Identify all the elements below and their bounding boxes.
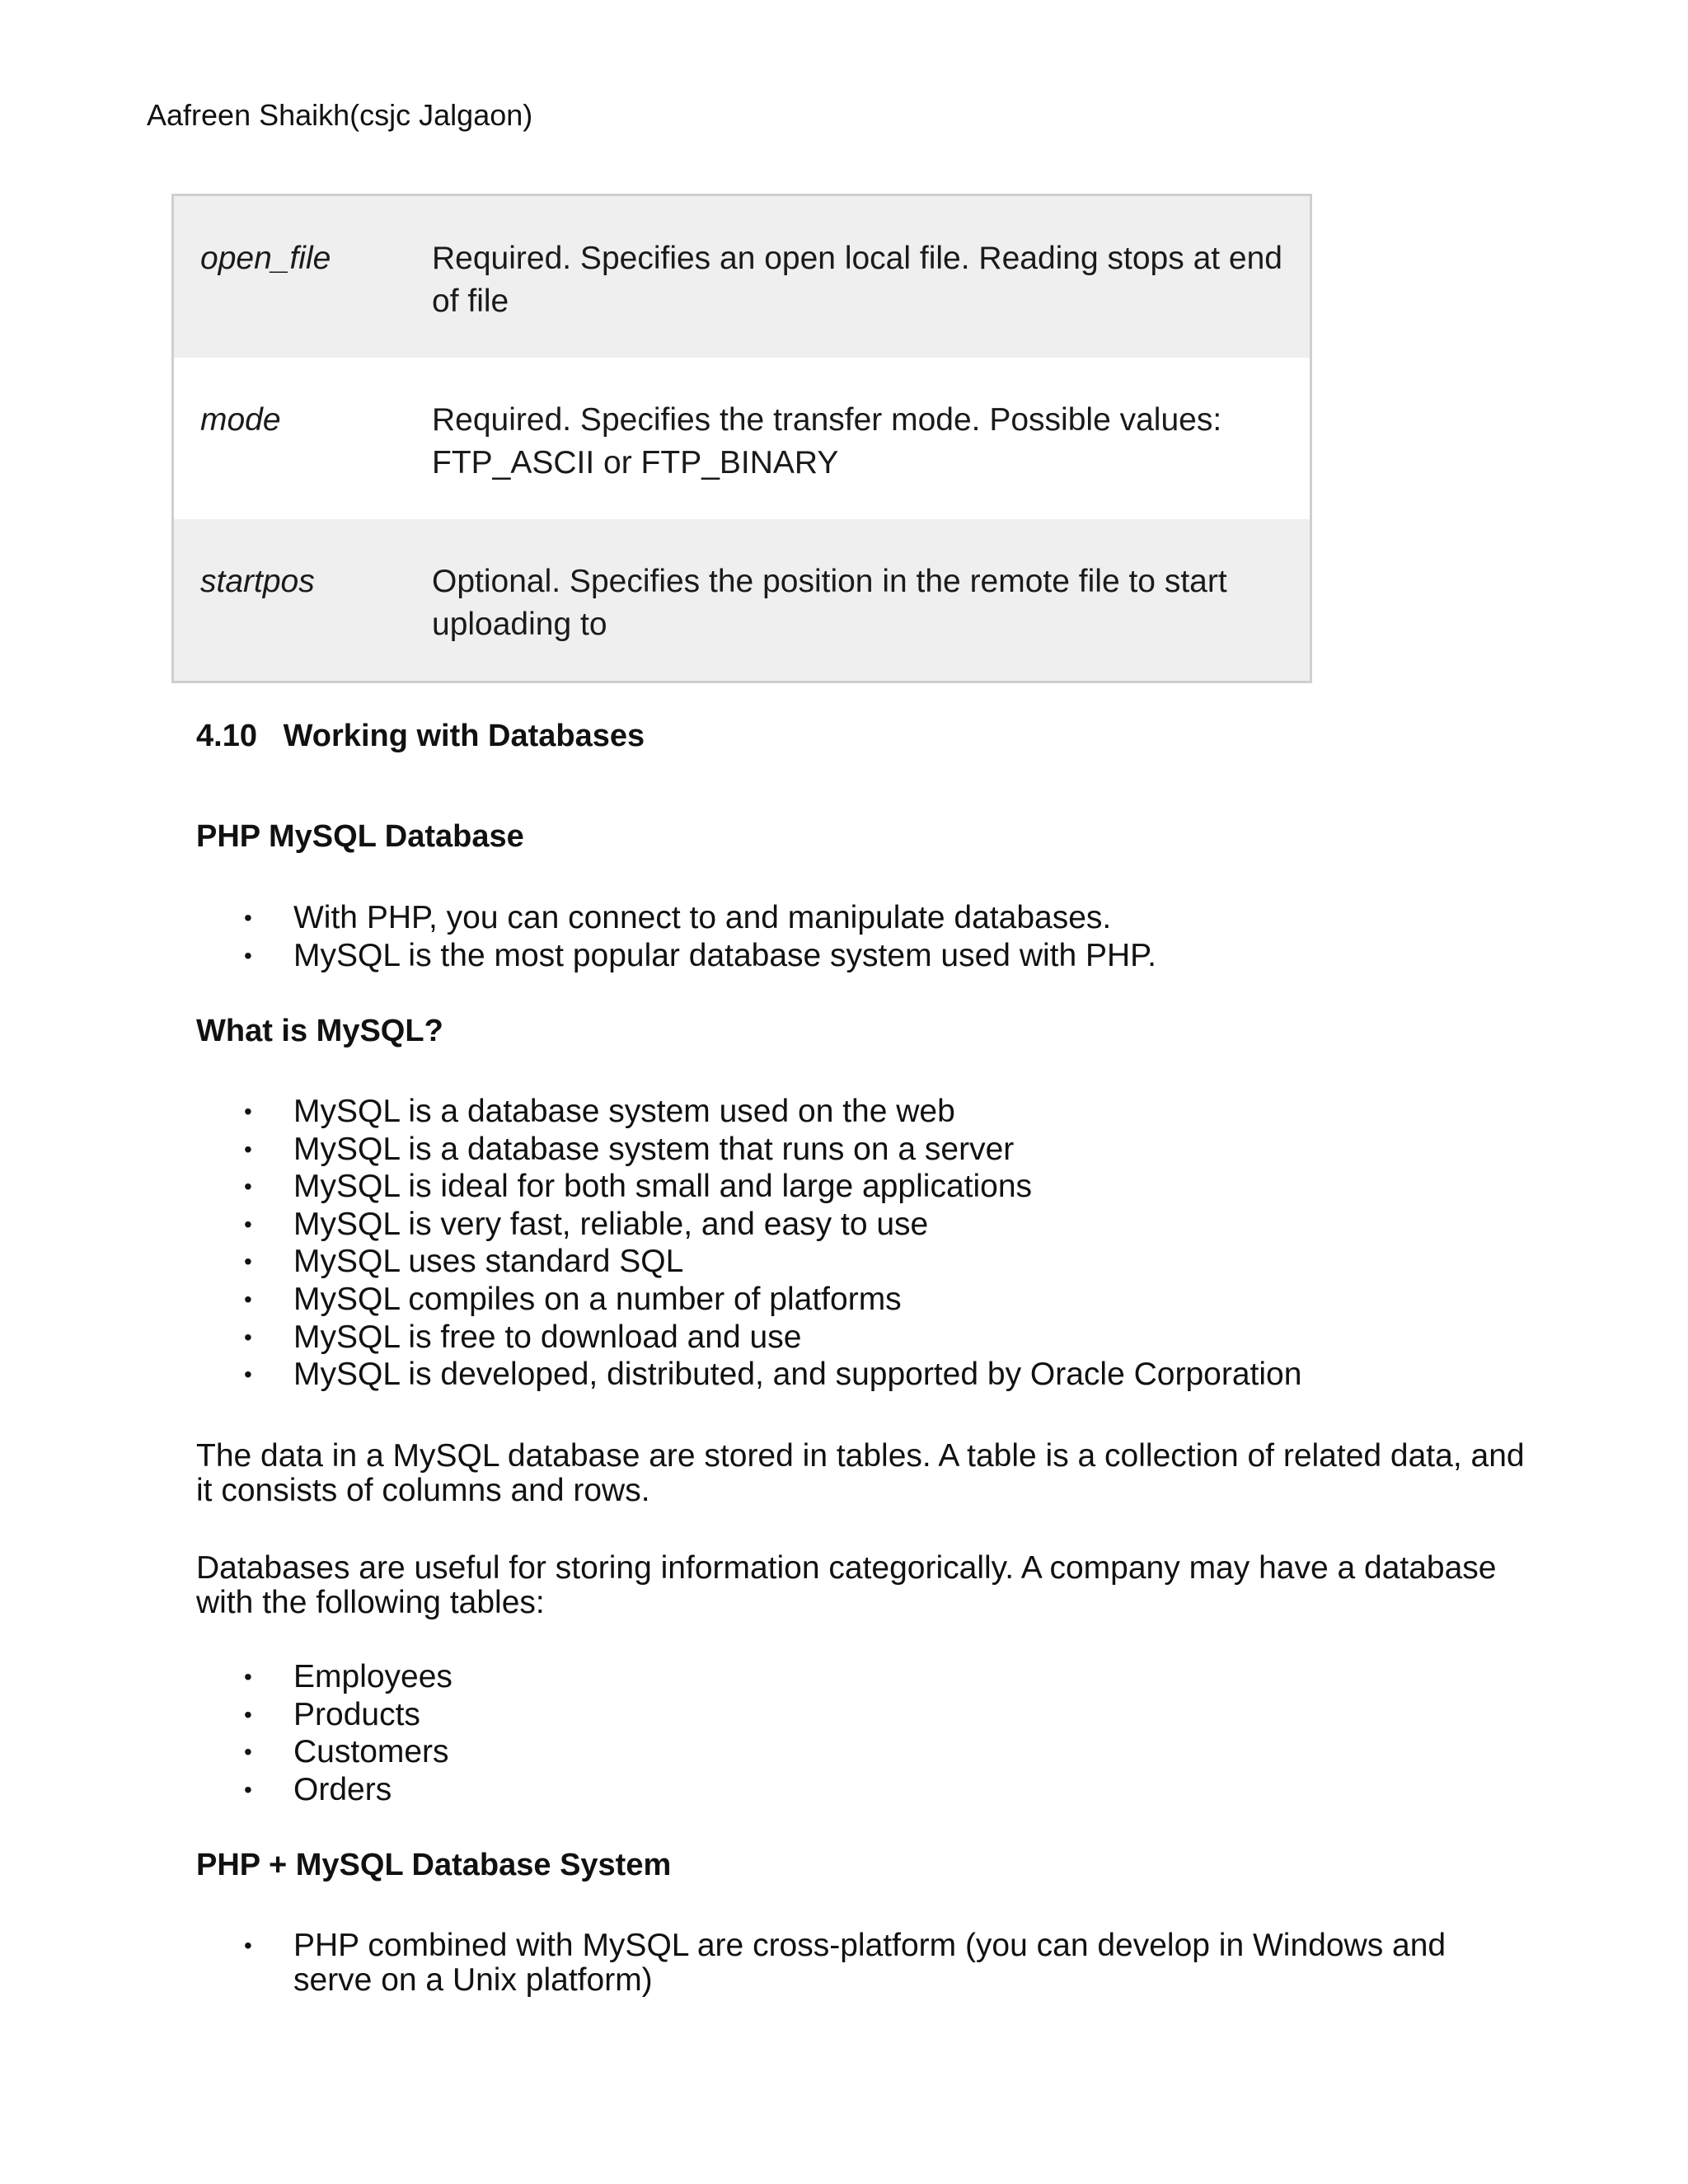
- table-row: [174, 196, 1310, 358]
- list-item: • MySQL is the most popular database system used with PHP.: [244, 937, 1157, 973]
- param-description: Required. Specifies an open local file. Reading stops at end of file: [432, 241, 1282, 319]
- param-name: open_file: [200, 241, 331, 276]
- list-item: • MySQL is free to download and use: [244, 1319, 802, 1355]
- what-is-mysql-heading: What is MySQL?: [196, 1014, 443, 1048]
- bullet-icon: •: [244, 1933, 252, 1958]
- bullet-icon: •: [244, 1664, 252, 1690]
- bullet-icon: •: [244, 1776, 252, 1802]
- section-title: 4.10 Working with Databases: [196, 719, 645, 753]
- php-mysql-list: [196, 899, 1432, 974]
- list-item: • MySQL is ideal for both small and large applications: [244, 1169, 1033, 1205]
- list-item: • MySQL is developed, distributed, and supported by Oracle Corporation: [244, 1357, 1302, 1393]
- bullet-icon: •: [244, 905, 252, 930]
- list-item: • MySQL is a database system that runs on a server: [244, 1131, 1015, 1167]
- table-row: [174, 519, 1310, 681]
- paragraph-tables: The data in a MySQL database are stored in tables. A table is a collection of related data, and it consists of columns and rows.: [196, 1438, 1525, 1508]
- bullet-icon: •: [244, 1701, 252, 1727]
- bullet-icon: •: [244, 1286, 252, 1312]
- bullet-icon: •: [244, 942, 252, 968]
- paragraph-categorical: Databases are useful for storing information categorically. A company may have a database with the following tables:: [196, 1550, 1497, 1620]
- list-item: • MySQL uses standard SQL: [244, 1244, 684, 1280]
- bullet-icon: •: [244, 1099, 252, 1124]
- page-header-author: Aafreen Shaikh(csjc Jalgaon): [147, 98, 533, 132]
- bullet-icon: •: [244, 1136, 252, 1162]
- list-item: • With PHP, you can connect to and manipulate databases.: [244, 900, 1112, 935]
- param-description: Required. Specifies the transfer mode. Possible values: FTP_ASCII or FTP_BINARY: [432, 402, 1222, 480]
- list-item: • Orders: [244, 1771, 392, 1807]
- what-is-mysql-list: [196, 1093, 1432, 1394]
- list-item: • Products: [244, 1696, 420, 1732]
- bullet-icon: •: [244, 1249, 252, 1275]
- php-mysql-system-heading: PHP + MySQL Database System: [196, 1848, 672, 1882]
- bullet-icon: •: [244, 1361, 252, 1388]
- list-item: • Employees: [244, 1659, 452, 1694]
- param-description: Optional. Specifies the position in the remote file to start uploading to: [432, 564, 1227, 642]
- list-item: • MySQL is a database system used on the web: [244, 1094, 955, 1129]
- param-name: startpos: [200, 564, 315, 599]
- bullet-icon: •: [244, 1174, 252, 1200]
- bullet-icon: •: [244, 1324, 252, 1350]
- bullet-icon: •: [244, 1739, 252, 1765]
- bullet-icon: •: [244, 1211, 252, 1237]
- list-item: • MySQL compiles on a number of platforms: [244, 1281, 902, 1317]
- parameter-table: [171, 194, 1312, 683]
- table-row: [174, 358, 1310, 519]
- company-tables-list: [196, 1658, 1432, 1808]
- param-name: mode: [200, 402, 281, 438]
- php-mysql-system-list: [196, 1929, 1531, 1998]
- list-item: • Customers: [244, 1734, 449, 1770]
- list-item: • MySQL is very fast, reliable, and easy to use: [244, 1206, 929, 1242]
- list-item: • PHP combined with MySQL are cross-platform (you can develop in Windows and serve on a Unix platform): [244, 1928, 1447, 1998]
- php-mysql-heading: PHP MySQL Database: [196, 819, 524, 854]
